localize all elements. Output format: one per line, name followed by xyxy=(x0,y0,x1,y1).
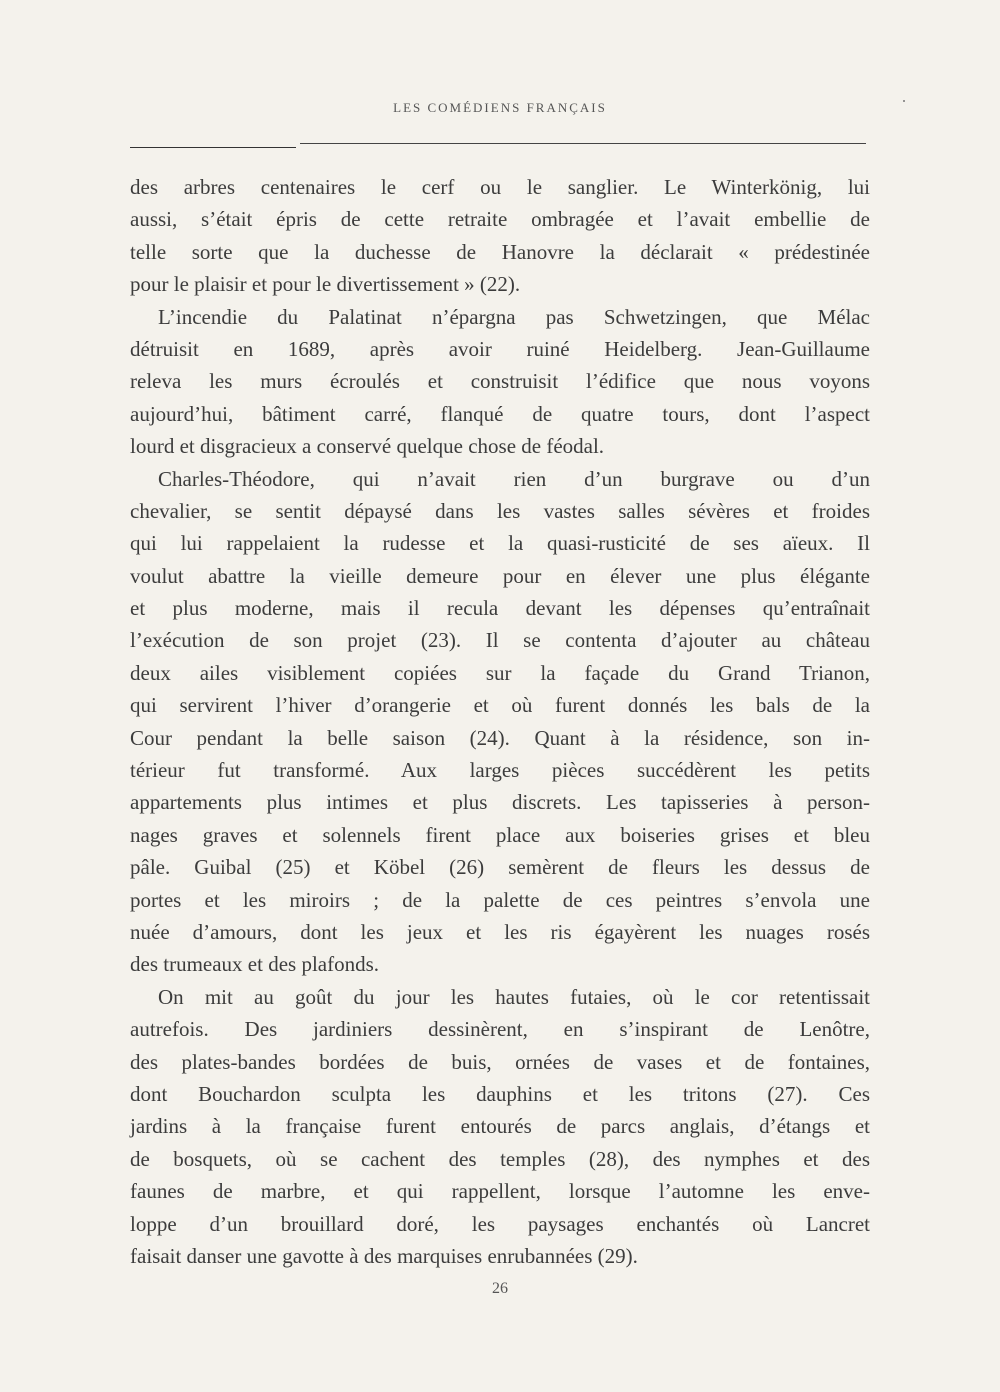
text-line: appartements plus intimes et plus discrets. Les tapisseries à person- xyxy=(130,790,870,815)
text-line: Charles-Théodore, qui n’avait rien d’un burgrave ou d’un xyxy=(158,466,870,491)
text-line: dont Bouchardon sculpta les dauphins et les tritons (27). Ces xyxy=(130,1081,870,1106)
body-text xyxy=(130,171,870,1272)
text-line: portes et les miroirs ; de la palette de ces peintres s’envola une xyxy=(130,887,870,912)
text-line: loppe d’un brouillard doré, les paysages enchantés où Lancret xyxy=(130,1211,870,1236)
text-line: de bosquets, où se cachent des temples (28), des nymphes et des xyxy=(130,1146,870,1171)
text-line: l’exécution de son projet (23). Il se contenta d’ajouter au château xyxy=(130,628,870,653)
text-line: faunes de marbre, et qui rappellent, lorsque l’automne les enve- xyxy=(130,1179,870,1204)
text-line: chevalier, se sentit dépaysé dans les vastes salles sévères et froides xyxy=(130,498,870,523)
text-line: On mit au goût du jour les hautes futaies, où le cor retentissait xyxy=(158,984,870,1009)
text-line: deux ailes visiblement copiées sur la façade du Grand Trianon, xyxy=(130,660,870,685)
page-number: 26 xyxy=(492,1280,508,1297)
text-line: des arbres centenaires le cerf ou le sanglier. Le Winterkönig, lui xyxy=(130,175,870,199)
text-line: aussi, s’était épris de cette retraite ombragée et l’avait embellie de xyxy=(130,207,870,232)
header-rule-left xyxy=(130,147,296,148)
text-line: nuée d’amours, dont les jeux et les ris égayèrent les nuages rosés xyxy=(130,919,870,944)
text-line: voulut abattre la vieille demeure pour en élever une plus élégante xyxy=(130,563,870,588)
text-line: nages graves et solennels firent place aux boiseries grises et bleu xyxy=(130,822,870,847)
text-line: pour le plaisir et pour le divertissement » (22). xyxy=(130,272,521,297)
text-line: faisait danser une gavotte à des marquises enrubannées (29). xyxy=(130,1243,638,1268)
text-line: autrefois. Des jardiniers dessinèrent, en s’inspirant de Lenôtre, xyxy=(130,1017,870,1042)
text-line: lourd et disgracieux a conservé quelque chose de féodal. xyxy=(130,434,605,459)
text-line: qui lui rappelaient la rudesse et la quasi-rusticité de ses aïeux. Il xyxy=(130,531,870,556)
text-line: pâle. Guibal (25) et Köbel (26) semèrent de fleurs les dessus de xyxy=(130,855,870,880)
text-line: aujourd’hui, bâtiment carré, flanqué de quatre tours, dont l’aspect xyxy=(130,401,870,426)
text-line: qui servirent l’hiver d’orangerie et où furent donnés les bals de la xyxy=(130,693,870,718)
text-line: Cour pendant la belle saison (24). Quant à la résidence, son in- xyxy=(130,725,870,750)
text-line: détruisit en 1689, après avoir ruiné Heidelberg. Jean-Guillaume xyxy=(130,336,870,361)
paper-speck xyxy=(903,100,905,102)
header-rule-right xyxy=(300,143,866,144)
text-line: L’incendie du Palatinat n’épargna pas Schwetzingen, que Mélac xyxy=(158,304,870,329)
running-head: LES COMÉDIENS FRANÇAIS xyxy=(393,100,607,115)
text-line: des trumeaux et des plafonds. xyxy=(130,952,380,977)
text-line: térieur fut transformé. Aux larges pièces succédèrent les petits xyxy=(130,758,870,783)
text-line: releva les murs écroulés et construisit l’édifice que nous voyons xyxy=(130,369,870,394)
text-line: des plates-bandes bordées de buis, ornées de vases et de fontaines, xyxy=(130,1049,870,1074)
text-line: jardins à la française furent entourés de parcs anglais, d’étangs et xyxy=(130,1114,870,1139)
text-line: telle sorte que la duchesse de Hanovre la déclarait « prédestinée xyxy=(130,239,870,264)
text-line: et plus moderne, mais il recula devant les dépenses qu’entraînait xyxy=(130,596,870,621)
